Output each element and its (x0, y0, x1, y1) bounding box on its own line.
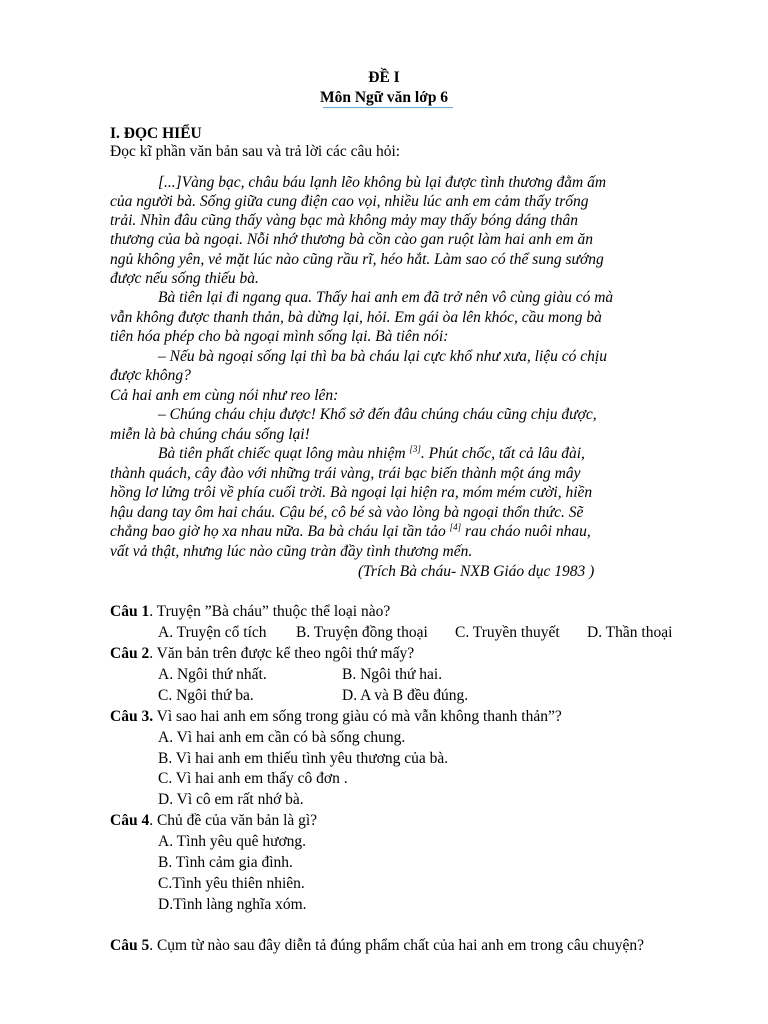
option: A. Ngôi thứ nhất. (158, 666, 267, 683)
passage-line (110, 522, 591, 542)
question-5 (110, 936, 644, 956)
document-title: ĐỀ I (368, 69, 400, 86)
passage-line: – Chúng cháu chịu được! Khổ sở đến đâu chúng cháu cũng chịu được, (158, 406, 597, 423)
passage-line: hồng lơ lửng trôi về phía cuối trời. Bà ngoại lại hiện ra, móm mém cười, hiền (110, 484, 593, 501)
option: D. A và B đều đúng. (342, 687, 469, 704)
option: C.Tình yêu thiên nhiên. (158, 875, 305, 892)
passage-source: (Trích Bà cháu- NXB Giáo dục 1983 ) (358, 563, 595, 580)
option: D. Thần thoại (587, 624, 673, 641)
option: A. Tình yêu quê hương. (158, 833, 307, 850)
question-text: . Cụm từ nào sau đây diễn tả đúng phẩm chất của hai anh em trong câu chuyện? (149, 937, 644, 954)
passage-line: miễn là bà chúng cháu sống lại! (110, 426, 310, 443)
option: A. Truyện cổ tích (158, 624, 267, 641)
passage-line: thương của bà ngoại. Nỗi nhớ thương bà cồn cào gan ruột làm hai anh em ăn (110, 231, 594, 248)
passage-line: được không? (110, 367, 191, 384)
passage-text: rau cháo nuôi nhau, (465, 523, 591, 540)
question-label: Câu 4 (110, 812, 150, 829)
option: C. Truyền thuyết (455, 624, 560, 641)
passage-line: Cả hai anh em cùng nói như reo lên: (110, 387, 339, 404)
passage-text: Bà tiên phất chiếc quạt lông màu nhiệm (158, 445, 406, 462)
passage-line: hậu dang tay ôm hai cháu. Cậu bé, cô bé sà vào lòng bà ngoại thổn thức. Sẽ (110, 504, 584, 521)
section-heading: I. ĐỌC HIỂU (110, 125, 202, 142)
question-3 (110, 707, 562, 727)
instruction-text: Đọc kĩ phần văn bản sau và trả lời các câu hỏi: (110, 143, 401, 160)
question-text: . Chủ đề của văn bản là gì? (149, 812, 318, 829)
passage-line: Bà tiên lại đi ngang qua. Thấy hai anh em đã trở nên vô cùng giàu có mà (158, 289, 614, 306)
option: D. Vì cô em rất nhớ bà. (158, 791, 304, 808)
question-label: Câu 2 (110, 645, 150, 662)
question-label: Câu 3. (110, 708, 154, 725)
passage-line: ngủ không yên, vẻ mặt lúc nào cũng rầu rĩ, héo hắt. Làm sao có thể sung sướng (110, 251, 604, 268)
question-2 (110, 644, 414, 664)
question-4 (110, 811, 317, 831)
footnote-marker: [3] (409, 444, 421, 454)
question-text: Vì sao hai anh em sống trong giàu có mà vẫn không thanh thản”? (153, 708, 562, 725)
passage-text: . Phút chốc, tất cả lâu đài, (420, 445, 585, 462)
passage-line: của người bà. Sống giữa cung điện cao vọi, nhiều lúc anh em cảm thấy trống (110, 193, 589, 210)
question-text: . Truyện ”Bà cháu” thuộc thể loại nào? (149, 603, 391, 620)
passage-line: tiên hóa phép cho bà ngoại mình sống lại. Bà tiên nói: (110, 328, 449, 345)
question-label: Câu 5 (110, 937, 150, 954)
passage-line: được nếu sống thiếu bà. (110, 270, 259, 287)
passage-line: – Nếu bà ngoại sống lại thì ba bà cháu lại cực khổ như xưa, liệu có chịu (158, 348, 607, 365)
passage-line: vẫn không được thanh thản, bà dừng lại, hỏi. Em gái òa lên khóc, cầu mong bà (110, 309, 602, 326)
option: B. Vì hai anh em thiếu tình yêu thương của bà. (158, 750, 449, 767)
option: C. Ngôi thứ ba. (158, 687, 254, 704)
option: B. Ngôi thứ hai. (342, 666, 443, 683)
subtitle-underline (323, 107, 453, 108)
footnote-marker: [4] (449, 522, 462, 532)
passage-line: vất vả thật, nhưng lúc nào cũng tràn đầy tình thương mến. (110, 543, 473, 560)
passage-text: chẳng bao giờ họ xa nhau nữa. Ba bà cháu lại tần tảo (110, 523, 446, 540)
option: A. Vì hai anh em cần có bà sống chung. (158, 729, 406, 746)
passage-line: [...]Vàng bạc, châu báu lạnh lẽo không bù lại được tình thương đằm ấm (158, 174, 607, 191)
option: B. Tình cảm gia đình. (158, 854, 293, 871)
option: D.Tình làng nghĩa xóm. (158, 896, 307, 913)
passage-line: thành quách, cây đào với những trái vàng, trái bạc biến thành một áng mây (110, 465, 581, 482)
passage-line (158, 444, 585, 464)
option: C. Vì hai anh em thấy cô đơn . (158, 770, 348, 787)
question-text: . Văn bản trên được kể theo ngôi thứ mấy? (149, 645, 415, 662)
question-1 (110, 602, 390, 622)
document-subtitle: Môn Ngữ văn lớp 6 (319, 89, 449, 106)
passage-line: trải. Nhìn đâu cũng thấy vàng bạc mà không mảy may thấy bóng dáng thân (110, 212, 578, 229)
option: B. Truyện đồng thoại (296, 624, 428, 641)
question-label: Câu 1 (110, 603, 150, 620)
